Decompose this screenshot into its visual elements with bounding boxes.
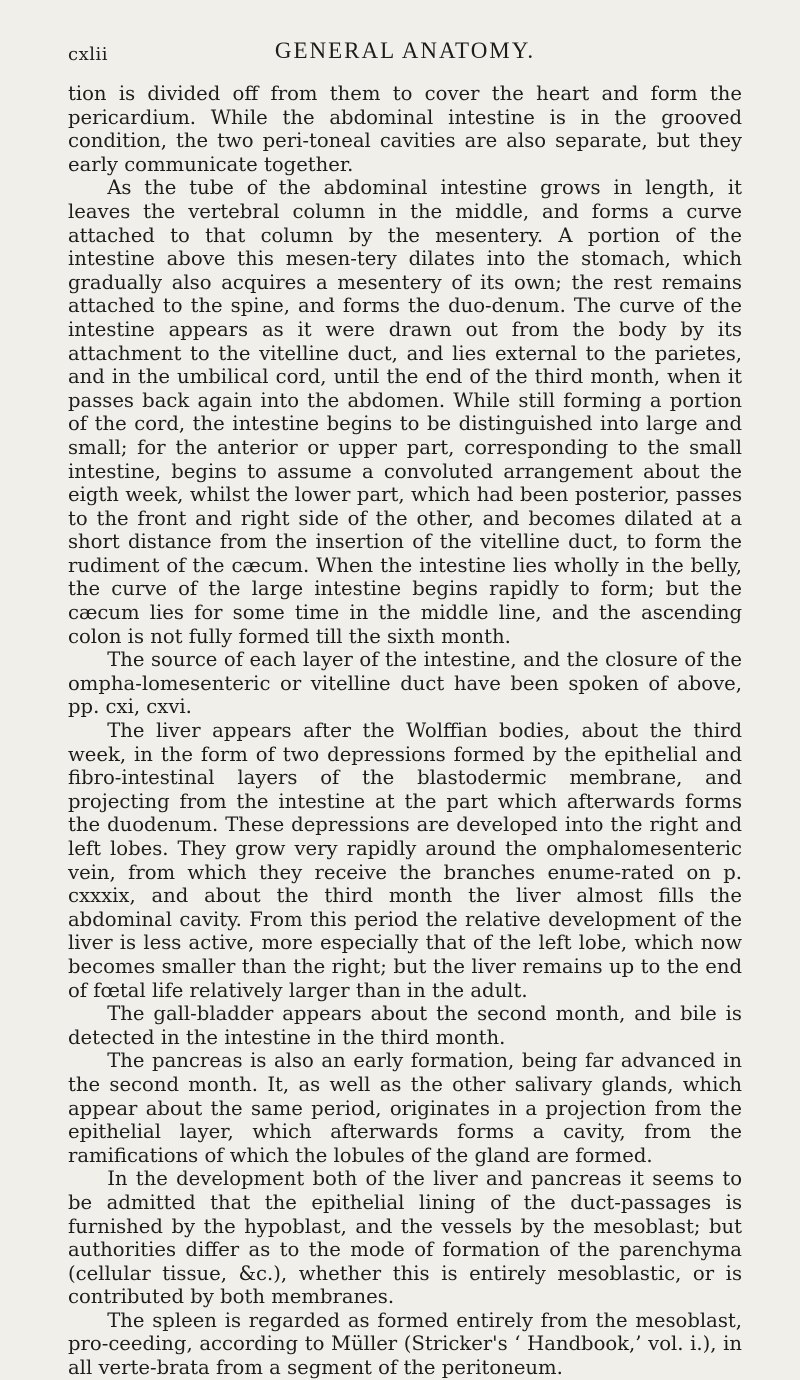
body-text — [68, 82, 742, 1380]
paragraph: tion is divided off from them to cover the heart and form the pericardium. While the abdominal intestine is in the grooved condition, the two peri-toneal cavities are also separate, but they early communicate together. — [68, 82, 742, 176]
paragraph: In the development both of the liver and pancreas it seems to be admitted that the epithelial lining of the duct-passages is furnished by the hypoblast, and the vessels by the mesoblast; but authorities differ as to the mode of formation of the parenchyma (cellular tissue, &c.), whether this is entirely mesoblastic, or is contributed by both membranes. — [68, 1167, 742, 1309]
paragraph: The liver appears after the Wolffian bodies, about the third week, in the form of two depressions formed by the epithelial and fibro-intestinal layers of the blastodermic membrane, and projecting from the intestine at the part which afterwards forms the duodenum. These depressions are developed into the right and left lobes. They grow very rapidly around the omphalomesenteric vein, from which they receive the branches enume-rated on p. cxxxix, and about the third month the liver almost fills the abdominal cavity. From this period the relative development of the liver is less active, more especially that of the left lobe, which now becomes smaller than the right; but the liver remains up to the end of fœtal life relatively larger than in the adult. — [68, 719, 742, 1002]
paragraph: The source of each layer of the intestine, and the closure of the ompha-lomesenteric or vitelline duct have been spoken of above, pp. cxi, cxvi. — [68, 648, 742, 719]
running-head: GENERAL ANATOMY. — [274, 38, 536, 63]
page-number: cxlii — [68, 44, 109, 65]
paragraph: The spleen is regarded as formed entirely from the mesoblast, pro-ceeding, according to Müller (Stricker's ‘ Handbook,’ vol. i.), in all verte-brata from a segment of the peritoneum. — [68, 1308, 742, 1380]
paragraph: The pancreas is also an early formation, being far advanced in the second month. It, as well as the other salivary glands, which appear about the same period, originates in a projection from the epithelial layer, which afterwards forms a cavity, from the ramifications of which the lobules of the gland are formed. — [68, 1049, 742, 1167]
paragraph: The gall-bladder appears about the second month, and bile is detected in the intestine in the third month. — [68, 1002, 742, 1049]
paragraph: As the tube of the abdominal intestine grows in length, it leaves the vertebral column in the middle, and forms a curve attached to that column by the mesentery. A portion of the intestine above this mesen-tery dilates into the stomach, which gradually also acquires a mesentery of its own; the rest remains attached to the spine, and forms the duo-denum. The curve of the intestine appears as it were drawn out from the body by its attachment to the vitelline duct, and lies external to the parietes, and in the umbilical cord, until the end of the third month, when it passes back again into the abdomen. While still forming a portion of the cord, the intestine begins to be distinguished into large and small; for the anterior or upper part, corresponding to the small intestine, begins to assume a convoluted arrangement about the eigth week, whilst the lower part, which had been posterior, passes to the front and right side of the other, and becomes dilated at a short distance from the insertion of the vitelline duct, to form the rudiment of the cæcum. When the intestine lies wholly in the belly, the curve of the large intestine begins rapidly to form; but the cæcum lies for some time in the middle line, and the ascending colon is not fully formed till the sixth month. — [68, 176, 742, 648]
page-header — [68, 38, 742, 68]
